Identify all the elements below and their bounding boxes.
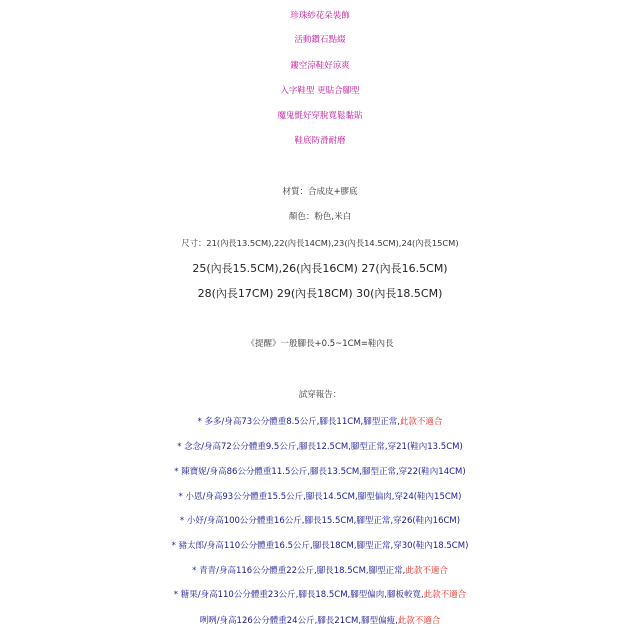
- report-line: [0, 493, 640, 502]
- report-line: [0, 591, 640, 600]
- report-text: 咧咧/身高126公分體重24公斤,腳長21CM,腳型偏瘦,: [199, 616, 398, 626]
- report-text: * 青青/身高116公分體重22公斤,腳長18.5CM,腳型正常,: [192, 566, 406, 576]
- report-text: * 念念/身高72公分體重9.5公斤,腳長12.5CM,腳型正常,穿21(鞋內13.5CM): [177, 442, 463, 452]
- report-line: [0, 443, 640, 452]
- not-suitable-note: 此款不適合: [397, 616, 441, 626]
- color-spec: 顏色：粉色,米白: [288, 212, 352, 222]
- size-spec-line: 25(內長15.5CM),26(內長16CM) 27(內長16.5CM): [192, 262, 448, 275]
- report-title: 試穿報告：: [298, 390, 342, 400]
- feature-line: 鞋底防滑耐磨: [294, 136, 346, 146]
- report-line: [0, 567, 640, 576]
- report-text: * 小恩/身高93公分體重15.5公斤,腳長14.5CM,腳型偏肉,穿24(鞋內15CM): [178, 492, 462, 502]
- report-line: [0, 468, 640, 477]
- report-line: [0, 418, 640, 427]
- feature-line: 珍珠紗花朵裝飾: [290, 11, 350, 21]
- material-spec: 材質：合成皮+膠底: [282, 187, 358, 197]
- report-text: * 多多/身高73公分體重8.5公斤,腳長11CM,腳型正常,: [197, 417, 400, 427]
- report-text: * 小妤/身高100公分體重16公斤,腳長15.5CM,腳型正常,穿26(鞋內16CM): [179, 516, 461, 526]
- size-spec-line: 28(內長17CM) 29(內長18CM) 30(內長18.5CM): [197, 287, 443, 300]
- report-line: [0, 517, 640, 526]
- report-line: [0, 542, 640, 551]
- feature-line: 鏤空涼鞋好涼爽: [290, 61, 350, 71]
- report-text: * 糖果/身高110公分體重23公斤,腳長18.5CM,腳型偏肉,腳板較寬,: [173, 590, 424, 600]
- not-suitable-note: 此款不適合: [405, 566, 448, 576]
- report-text: * 陳寶妮/身高86公分體重11.5公斤,腳長13.5CM,腳型正常,穿22(鞋內14CM): [174, 467, 466, 477]
- size-tip: 《提醒》一般腳長+0.5~1CM=鞋內長: [246, 339, 394, 349]
- feature-line: 活動鑽石點綴: [294, 35, 346, 45]
- not-suitable-note: 此款不適合: [399, 417, 443, 427]
- not-suitable-note: 此款不適合: [423, 590, 467, 600]
- feature-line: 入字鞋型 更貼合腳型: [280, 86, 360, 96]
- report-line: [0, 617, 640, 626]
- feature-line: 魔鬼氈好穿脫寬鬆黏貼: [277, 111, 363, 121]
- size-spec-line: 尺寸：21(內長13.5CM),22(內長14CM),23(內長14.5CM),24(內長15CM): [181, 238, 459, 248]
- report-text: * 豬太郎/身高110公分體重16.5公斤,腳長18CM,腳型正常,穿30(鞋內18.5CM): [171, 541, 469, 551]
